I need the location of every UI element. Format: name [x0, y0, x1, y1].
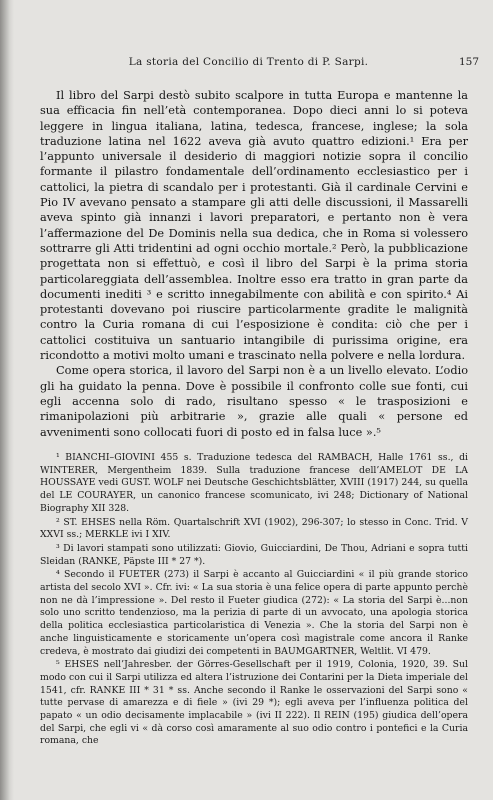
page-gutter-shadow — [0, 0, 14, 800]
running-header — [18, 56, 479, 74]
footnote: ³ Di lavori stampati sono utilizzati: Giovio, Guicciardini, De Thou, Adriani e sopra tutti Sleidan (RANKE, Päpste III * 27 *). — [40, 542, 468, 567]
footnotes — [40, 452, 468, 748]
footnote: ² ST. EHSES nella Röm. Quartalschrift XVI (1902), 296-307; lo stesso in Conc. Trid. V XXVI ss.; MERKLE ivi I XIV. — [40, 516, 468, 541]
footnote: ¹ BIANCHI–GIOVINI 455 s. Traduzione tedesca del RAMBACH, Halle 1761 ss., di WINTERER, Mergentheim 1839. Sulla traduzione francese dell’AMELOT DE LA HOUSSAYE vedi GUST. WOLF nei Deutsche Geschichtsblätter, XVIII (1917) 244, su quella del LE COURAYER, un canonico francese scomunicato, ivi 248; Dictionary of National Biography XII 328. — [40, 452, 468, 514]
body-paragraph: Il libro del Sarpi destò subito scalpore in tutta Europa e mantenne la sua efficacia fin nell’età contemporanea. Dopo dieci anni lo si poteva leggere in lingua italiana, latina, tedesca, francese, inglese; la sola traduzione latina nel 1622 aveva già avuto quattro edizioni.¹ Era per l’appunto universale il desiderio di maggiori notizie sopra il concilio formante il pilastro fondamentale dell’ordinamento ecclesiastico per i cattolici, la pietra di scandalo per i protestanti. Già il cardinale Cervini e Pio IV avevano pensato a stampare gli atti delle discussioni, il Massarelli aveva spinto già innanzi i lavori preparatori, e pertanto non è vera l’affermazione del De Dominis nella sua dedica, che in Roma si volessero sottrarre gli Atti tridentini ad ogni occhio mortale.² Però, la pubblicazione progettata non si effettuò, e così il libro del Sarpi è la prima storia particolareggiata dell’assemblea. Inoltre esso era tratto in gran parte da documenti inediti ³ e scritto innegabilmente con abilità e con spirito.⁴ Ai protestanti dovevano poi riuscire particolarmente gradite le malignità contro la Curia romana di cui l’esposizione è condita: ciò che per i cattolici costituiva un santuario intangibile di purissima origine, era ricondotto a motivi molto umani e trascinato nella polvere e nella lordura. — [40, 89, 468, 363]
body-paragraph: Come opera storica, il lavoro del Sarpi non è a un livello elevato. L’odio gli ha guidato la penna. Dove è possibile il confronto colle sue fonti, cui egli accenna solo di rado, risultano spesso « le trasposizioni e rimanipolazioni più arbitrarie », grazie alle quali « persone ed avvenimenti sono collocati fuori di posto ed in falsa luce ».⁵ — [40, 364, 468, 439]
running-title: La storia del Concilio di Trento di P. Sarpi. — [128, 56, 369, 68]
page-number: 157 — [458, 56, 479, 68]
footnote: ⁵ EHSES nell’Jahresber. der Görres-Gesellschaft per il 1919, Colonia, 1920, 39. Sul modo con cui il Sarpi utilizza ed altera l’istruzione dei Contarini per la Dieta imperiale del 1541, cfr. RANKE III * 31 * ss. Anche secondo il Ranke le osservazioni del Sarpi sono « tutte pervase di amarezza e di fiele » (ivi 29 *); egli aveva per l’influenza politica del papato « un odio decisamente implacabile » (ivi II 222). Il REIN (195) giudica dell’opera del Sarpi, che egli vi « dà corso così amaramente al suo odio contro i pontefici e la Curia romana, che — [40, 659, 468, 747]
footnote: ⁴ Secondo il FUETER (273) il Sarpi è accanto al Guicciardini « il più grande storico artista del secolo XVI ». Cfr. ivi: « La sua storia è una felice opera di parte appunto perchè non ne dà l’impressione ». Del resto il Fueter giudica (272): « La storia del Sarpi è...non solo uno scritto tendenzioso, ma la perizia di parte di un avvocato, una apologia storica della politica ecclesiastica particolaristica di Venezia ». Che la storia del Sarpi non è anche linguisticamente e storicamente un’opera così magistrale come ancora il Ranke credeva, è mostrato dai giudizi dei competenti in BAUMGARTNER, Weltlit. VI 479. — [40, 569, 468, 657]
main-text — [40, 88, 468, 440]
